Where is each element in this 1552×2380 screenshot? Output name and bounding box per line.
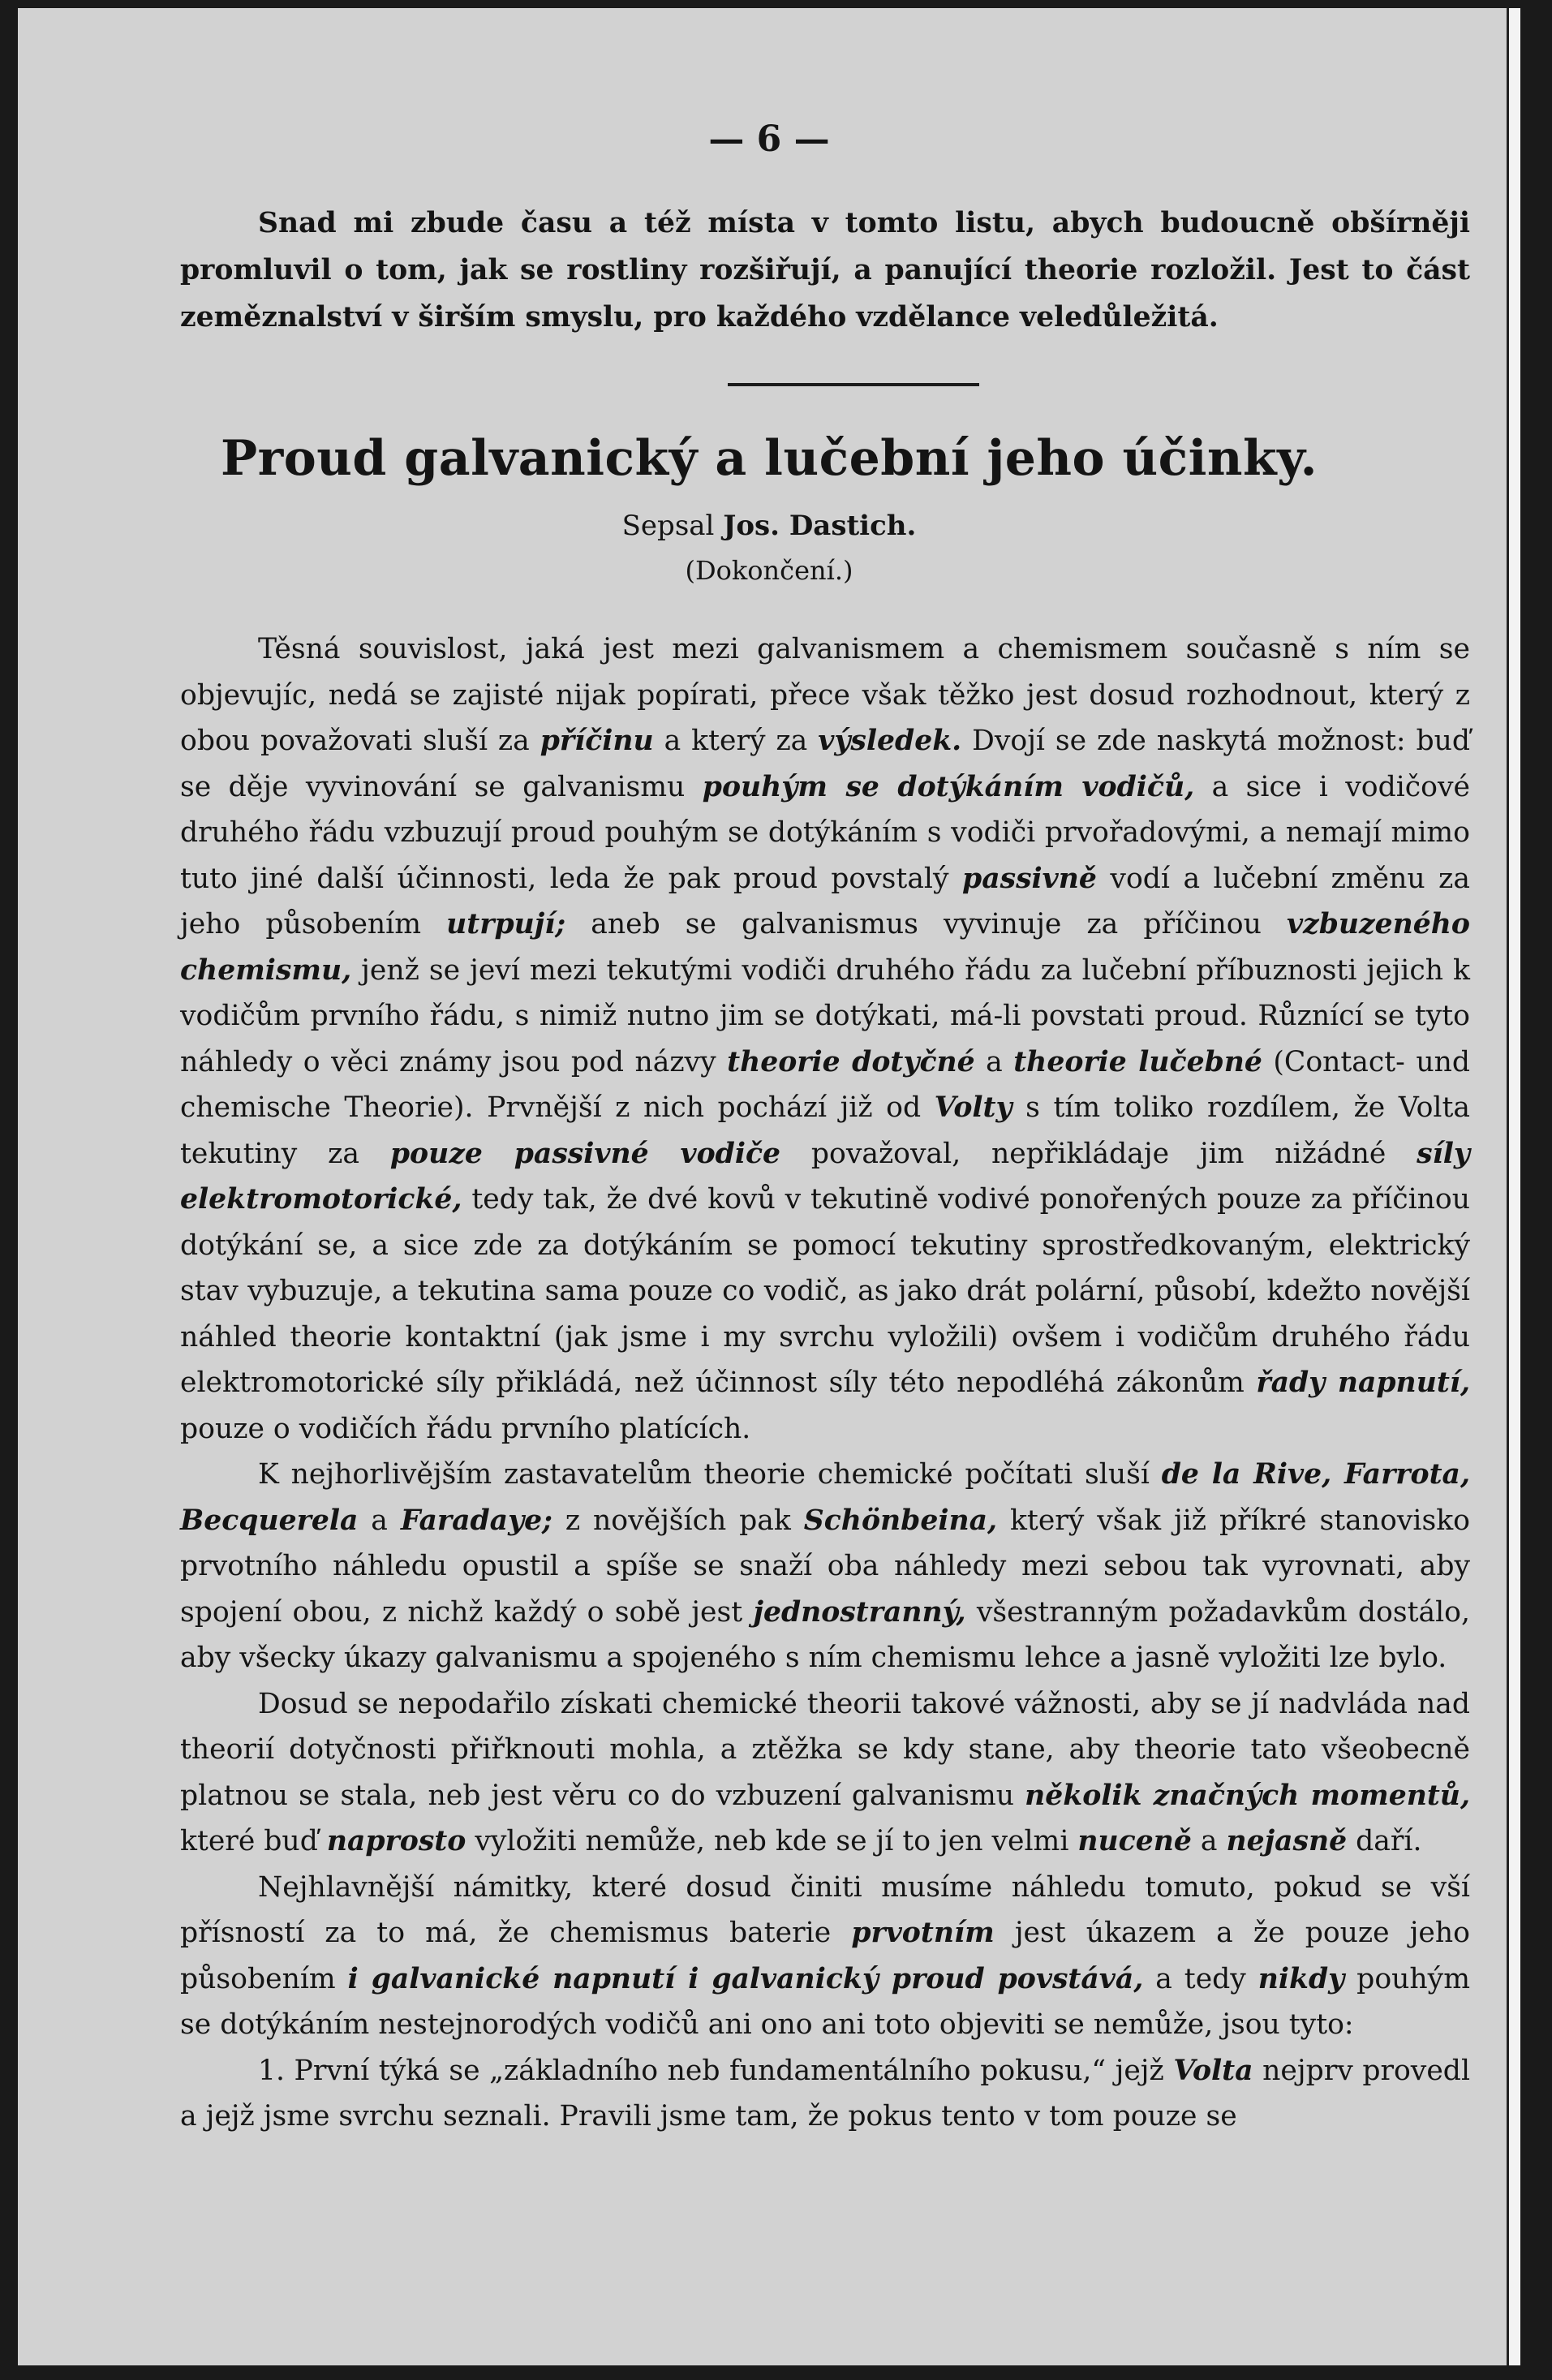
text-run: tedy tak, že dvé kovů v tekutině vodivé ponořených pouze za příčinou dotýkání se, a sice zde za dotýkáním se pomocí tekutiny sprostředkovaným, elektrický stav vybuzuje, a tekutina sama pouze co vodič, as jako drát polární, působí, kdežto novější náhled theorie kontaktní (jak jsme i my svrchu vyložili) ovšem i vodičům druhého řádu elektromotorické síly přikládá, než účinnost síly této nepodléhá zákonům	[180, 1183, 1470, 1399]
author-name: Jos. Dastich.	[723, 510, 917, 542]
article-body	[180, 626, 1470, 2140]
intro-paragraph: Snad mi zbude času a též místa v tomto listu, abych budoucně obšírněji promluvil o tom, jak se rostliny rozšiřují, a panující theorie rozložil. Jest to část zeměznalství v širším smyslu, pro každého vzdělance veledůležitá.	[180, 207, 1470, 334]
body-paragraph	[180, 626, 1470, 1452]
text-run: jest úkazem a že pouze jeho působením	[180, 1917, 1470, 1995]
text-run: s tím toliko rozdílem, že Volta tekutiny za	[180, 1091, 1470, 1170]
text-run: a který za	[653, 725, 819, 757]
text-run: (Contact- und chemische Theorie). Prvnější z nich pochází již od	[180, 1045, 1471, 1124]
text-run: Dvojí se zde naskytá možnost: buď se děje vyvinování se galvanismu	[180, 725, 1470, 803]
text-run: K nejhorlivějším zastavatelům theorie chemické počítati sluší	[258, 1458, 1162, 1491]
text-run: pouhým se dotýkáním nestejnorodých vodičů ani ono ani toto objeviti se nemůže, jsou tyto:	[180, 1962, 1470, 2041]
emphasis-text: de la Rive, Farrota, Becquerela	[180, 1458, 1471, 1537]
emphasis-text: theorie lučebné	[1013, 1045, 1262, 1078]
text-run: daří.	[1347, 1825, 1422, 1857]
intro-text	[180, 200, 1470, 341]
text-run: který však již příkré stanovisko prvotního náhledu opustil a spíše se snaží oba náhledy mezi sebou tak vyrovnati, aby spojení obou, z nichž každý o sobě jest	[180, 1504, 1470, 1629]
emphasis-text: řady napnutí,	[1256, 1366, 1470, 1399]
emphasis-text: Volty	[934, 1091, 1012, 1124]
text-run: jenž se jeví mezi tekutými vodiči druhého řádu za lučební příbuznosti jejich k vodičům prvního řádu, s nimiž nutno jim se dotýkati, má-li povstati proud. Různící se tyto náhledy o věci známy jsou pod názvy	[180, 953, 1470, 1078]
emphasis-text: pouhým se dotýkáním vodičů,	[702, 770, 1195, 803]
body-paragraph	[180, 1865, 1470, 2048]
text-run: vyložiti nemůže, neb kde se jí to jen velmi	[466, 1825, 1078, 1857]
emphasis-text: prvotním	[851, 1917, 995, 1949]
text-run: a tedy	[1143, 1962, 1258, 1995]
section-divider	[728, 383, 979, 386]
emphasis-text: Faradaye;	[400, 1504, 552, 1537]
emphasis-text: příčinu	[540, 725, 654, 757]
text-run: všestranným požadavkům dostálo, aby všecky úkazy galvanismu a spojeného s ním chemismu lehce a jasně vyložiti lze bylo.	[180, 1595, 1470, 1674]
emphasis-text: pouze passivné vodiče	[389, 1137, 781, 1170]
text-run: z novějších pak	[552, 1504, 804, 1537]
article-title: Proud galvanický a lučební jeho účinky.	[221, 430, 1318, 487]
page-number: — 6 —	[708, 118, 830, 160]
emphasis-text: naprosto	[326, 1825, 466, 1857]
author-prefix: Sepsal	[621, 510, 715, 542]
page-edge	[1507, 8, 1520, 2365]
emphasis-text: nejasně	[1226, 1825, 1348, 1857]
emphasis-text: utrpují;	[446, 908, 566, 940]
text-run: a	[1191, 1825, 1227, 1857]
emphasis-text: i galvanické napnutí i galvanický proud povstává,	[347, 1962, 1144, 1995]
emphasis-text: vzbuzeného chemismu,	[180, 908, 1470, 987]
text-run: a	[974, 1045, 1014, 1078]
text-run: nejprv provedl a jejž jsme svrchu seznali. Pravili jsme tam, že pokus tento v tom pouze se	[180, 2054, 1471, 2133]
emphasis-text: několik značných momentů,	[1025, 1779, 1470, 1812]
text-run: Nejhlavnější námitky, které dosud činiti musíme náhledu tomuto, pokud se vší přísností za to má, že chemismus baterie	[180, 1870, 1470, 1949]
continued-note: (Dokončení.)	[685, 555, 853, 586]
text-run: 1. První týká se „základního neb fundamentálního pokusu,“ jejž	[258, 2054, 1174, 2087]
text-run: a	[358, 1504, 401, 1537]
text-run: vodí a lučební změnu za jeho působením	[180, 862, 1470, 940]
text-run: pouze o vodičích řádu prvního platících.	[180, 1412, 751, 1445]
scanned-page	[18, 8, 1520, 2365]
emphasis-text: síly elektromotorické,	[180, 1137, 1470, 1216]
text-run: a sice i vodičové druhého řádu vzbuzují proud pouhým se dotýkáním s vodiči prvořadovými, a nemají mimo tuto jiné další účinnosti, leda že pak proud povstalý	[180, 770, 1470, 895]
emphasis-text: Volta	[1173, 2054, 1253, 2087]
emphasis-text: nikdy	[1258, 1962, 1345, 1995]
text-run: považoval, nepřikládaje jim nižádné	[780, 1137, 1417, 1170]
text-run: Dosud se nepodařilo získati chemické theorii takové vážnosti, aby se jí nadvláda nad theorií dotyčnosti přiřknouti mohla, a ztěžka se kdy stane, aby theorie tato všeobecně platnou se stala, neb jest věru co do vzbuzení galvanismu	[180, 1687, 1470, 1812]
emphasis-text: výsledek.	[818, 725, 962, 757]
emphasis-text: passivně	[962, 862, 1097, 895]
text-run: Těsná souvislost, jaká jest mezi galvanismem a chemismem současně s ním se objevujíc, nedá se zajisté nijak popírati, přece však těžko jest dosud rozhodnout, který z obou považovati sluší za	[180, 633, 1470, 757]
text-run: které buď	[180, 1825, 327, 1857]
emphasis-text: Schönbeina,	[803, 1504, 998, 1537]
text-run: aneb se galvanismus vyvinuje za příčinou	[565, 908, 1287, 940]
body-paragraph	[180, 1452, 1470, 1681]
emphasis-text: theorie dotyčné	[727, 1045, 975, 1078]
body-paragraph	[180, 2048, 1470, 2140]
emphasis-text: jednostranný,	[753, 1595, 966, 1629]
body-paragraph	[180, 1681, 1470, 1865]
article-author	[18, 510, 1520, 542]
emphasis-text: nuceně	[1077, 1825, 1192, 1857]
